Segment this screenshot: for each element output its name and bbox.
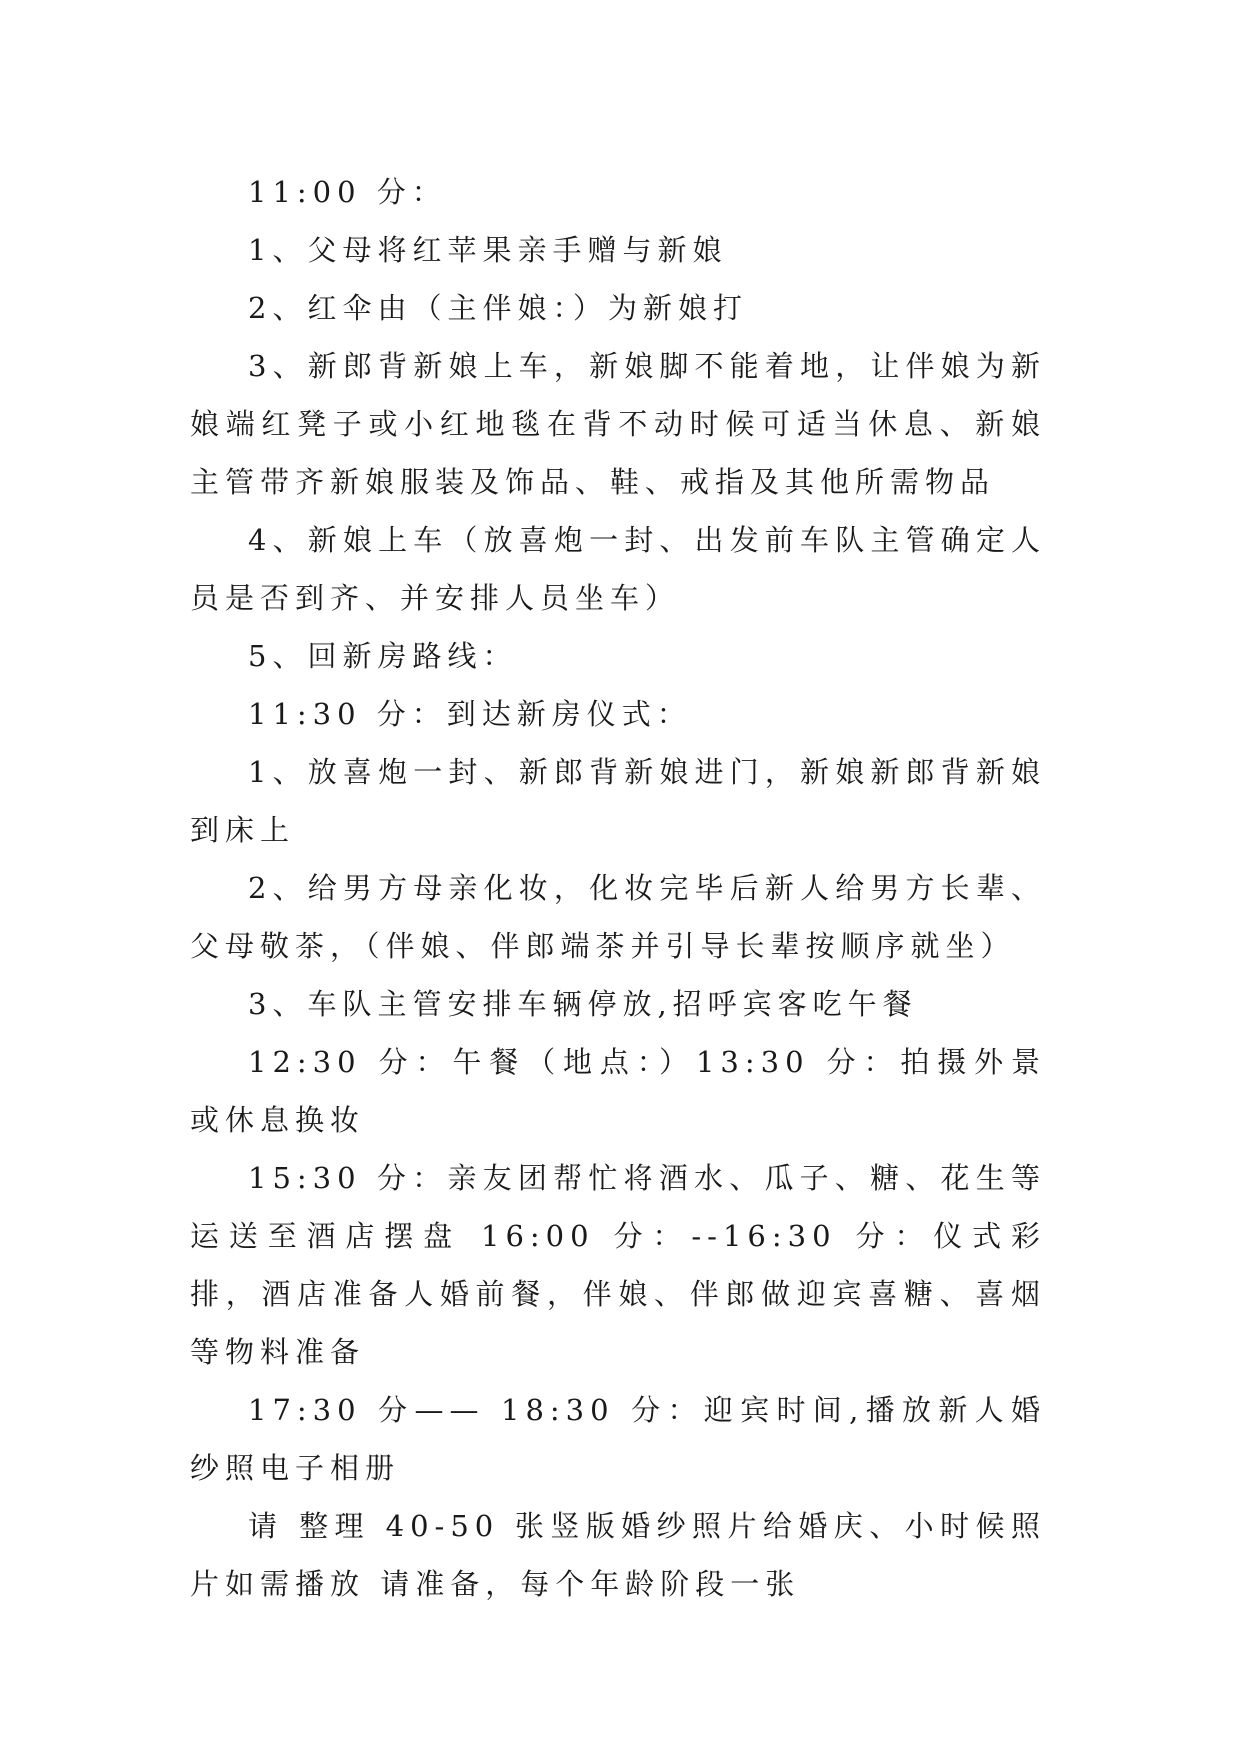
note-photos: 请 整理 40-50 张竖版婚纱照片给婚庆、小时候照片如需播放 请准备，每个年龄阶段一张 <box>190 1509 1046 1601</box>
time-heading-1100: 11:00 分： <box>248 175 447 209</box>
time-block-1530: 15:30 分：亲友团帮忙将酒水、瓜子、糖、花生等运送至酒店摆盘 16:00 分：--16:30 分：仪式彩排，酒店准备人婚前餐，伴娘、伴郎做迎宾喜糖、喜烟等物料准备 <box>190 1161 1046 1369</box>
step-groom-carries-bride: 3、新郎背新娘上车，新娘脚不能着地，让伴娘为新娘端红凳子或小红地毯在背不动时候可适当休息、新娘主管带齐新娘服装及饰品、鞋、戒指及其他所需物品 <box>190 349 1046 499</box>
time-block-1730: 17:30 分—— 18:30 分：迎宾时间,播放新人婚纱照电子相册 <box>190 1393 1046 1485</box>
document-body <box>190 163 1046 1613</box>
step-red-umbrella: 2、红伞由（主伴娘：）为新娘打 <box>248 291 748 325</box>
step-bride-boards-car: 4、新娘上车（放喜炮一封、出发前车队主管确定人员是否到齐、并安排人员坐车） <box>190 523 1046 615</box>
time-heading-1130: 11:30 分：到达新房仪式： <box>248 697 692 731</box>
step-parking-lunch: 3、车队主管安排车辆停放,招呼宾客吃午餐 <box>248 987 918 1021</box>
time-block-1230: 12:30 分：午餐（地点：）13:30 分：拍摄外景或休息换妆 <box>190 1045 1046 1137</box>
step-return-route: 5、回新房路线： <box>248 639 518 673</box>
step-red-apple: 1、父母将红苹果亲手赠与新娘 <box>248 233 728 267</box>
step-firecrackers-enter: 1、放喜炮一封、新郎背新娘进门，新娘新郎背新娘到床上 <box>190 755 1046 847</box>
step-makeup-tea: 2、给男方母亲化妆，化妆完毕后新人给男方长辈、父母敬茶，（伴娘、伴郎端茶并引导长辈按顺序就坐） <box>190 871 1046 963</box>
